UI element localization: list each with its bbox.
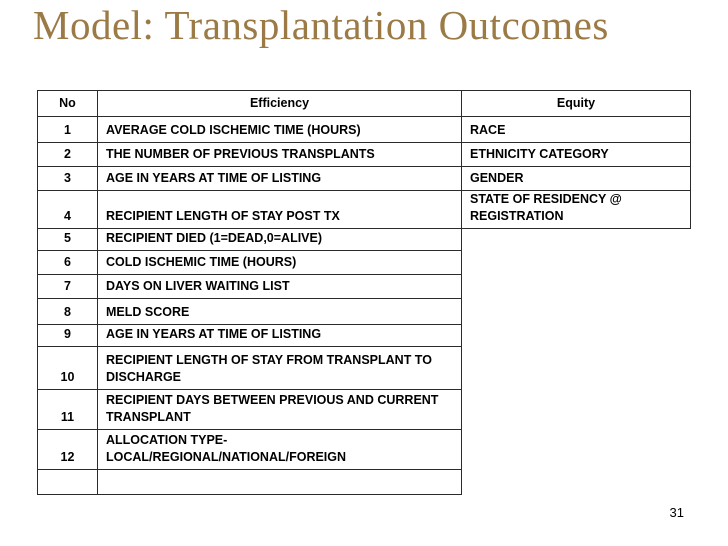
row-number: 8 [38, 299, 98, 325]
efficiency-cell: RECIPIENT DAYS BETWEEN PREVIOUS AND CURRENT TRANSPLANT [98, 390, 462, 430]
efficiency-cell: ALLOCATION TYPE-LOCAL/REGIONAL/NATIONAL/FOREIGN [98, 430, 462, 470]
header-no: No [38, 91, 98, 117]
row-number: 5 [38, 229, 98, 251]
efficiency-cell: COLD ISCHEMIC TIME (HOURS) [98, 251, 462, 275]
efficiency-cell: THE NUMBER OF PREVIOUS TRANSPLANTS [98, 143, 462, 167]
table-row [38, 167, 691, 191]
slide-title: Model: Transplantation Outcomes [33, 2, 609, 48]
efficiency-cell: DAYS ON LIVER WAITING LIST [98, 275, 462, 299]
row-number: 2 [38, 143, 98, 167]
efficiency-cell-blank [98, 470, 462, 495]
efficiency-cell: RECIPIENT LENGTH OF STAY FROM TRANSPLANT TO DISCHARGE [98, 347, 462, 390]
page-number: 31 [669, 505, 684, 520]
efficiency-cell: RECIPIENT DIED (1=DEAD,0=ALIVE) [98, 229, 462, 251]
table-header-row [38, 91, 691, 117]
header-efficiency: Efficiency [98, 91, 462, 117]
efficiency-cell: AGE IN YEARS AT TIME OF LISTING [98, 167, 462, 191]
header-equity: Equity [462, 91, 691, 117]
row-number: 6 [38, 251, 98, 275]
equity-cell: STATE OF RESIDENCY @ REGISTRATION [462, 191, 691, 229]
row-number-blank [38, 470, 98, 495]
row-number: 1 [38, 117, 98, 143]
efficiency-cell: AVERAGE COLD ISCHEMIC TIME (HOURS) [98, 117, 462, 143]
row-number: 11 [38, 390, 98, 430]
efficiency-cell: AGE IN YEARS AT TIME OF LISTING [98, 325, 462, 347]
row-number: 9 [38, 325, 98, 347]
equity-cell: ETHNICITY CATEGORY [462, 143, 691, 167]
table-row [38, 191, 691, 229]
row-number: 7 [38, 275, 98, 299]
outcomes-table [37, 90, 691, 495]
table-row [38, 117, 691, 143]
equity-cell: RACE [462, 117, 691, 143]
row-number: 12 [38, 430, 98, 470]
table-row [38, 143, 691, 167]
row-number: 10 [38, 347, 98, 390]
table-row [38, 229, 691, 251]
equity-cell: GENDER [462, 167, 691, 191]
efficiency-cell: RECIPIENT LENGTH OF STAY POST TX [98, 191, 462, 229]
row-number: 3 [38, 167, 98, 191]
equity-empty-area [462, 229, 691, 495]
efficiency-cell: MELD SCORE [98, 299, 462, 325]
row-number: 4 [38, 191, 98, 229]
